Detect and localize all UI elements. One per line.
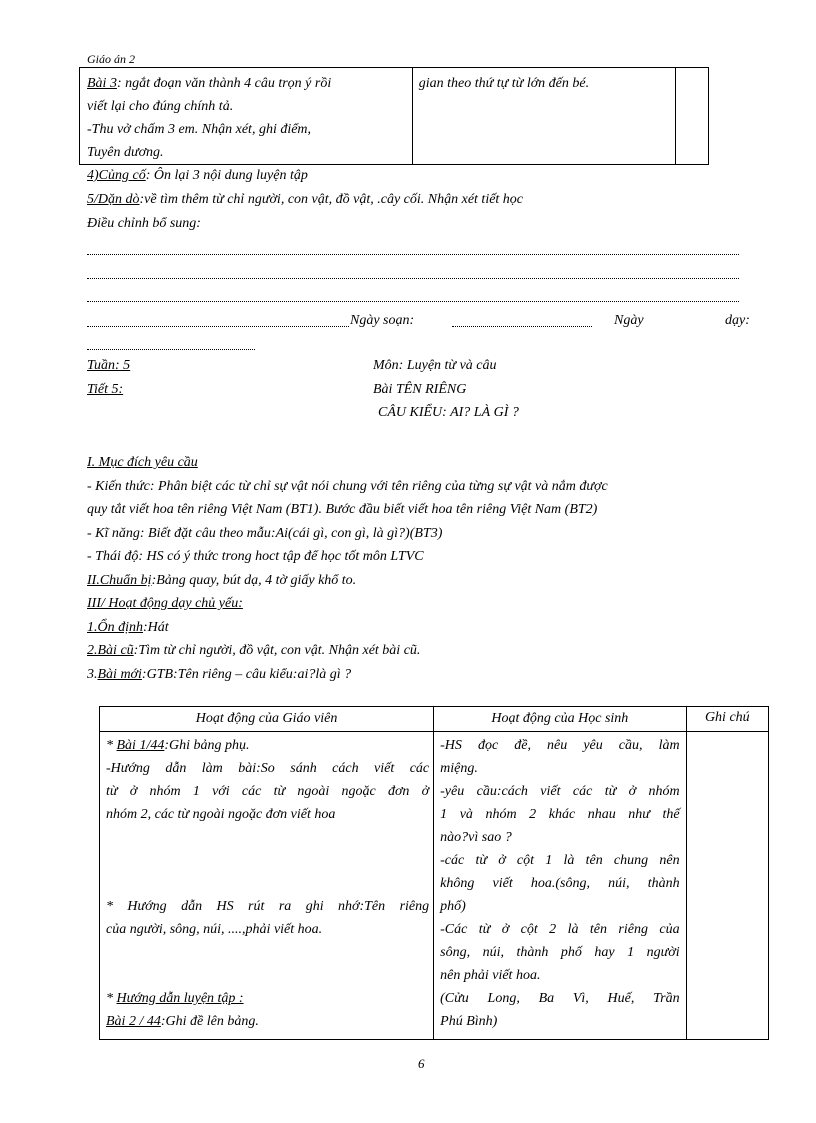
- teacher-line: của người, sông, núi, ....,phải viết hoa.: [106, 922, 323, 937]
- objectives: [87, 451, 761, 686]
- header-student: Hoạt động của Học sinh: [434, 707, 686, 732]
- top-table-col3: [675, 68, 708, 165]
- student-line: không viết hoa.(sông, núi, thành: [440, 876, 680, 891]
- teacher-line: * Hướng dẫn HS rút ra ghi nhớ:Tên riêng: [106, 899, 430, 914]
- page-number: 6: [418, 1056, 425, 1071]
- student-column: [434, 732, 686, 1040]
- dotted-line: [87, 277, 739, 279]
- cau-kieu: CÂU KIỂU: AI? LÀ GÌ ?: [378, 405, 519, 420]
- kien-thuc-line: - Kiến thức: Phân biệt các từ chỉ sự vật nói chung với tên riêng của từng sự vật và nắm được: [87, 478, 608, 494]
- student-line: -Các từ ở cột 2 là tên riêng của: [440, 922, 680, 937]
- activity-table: [99, 706, 769, 1040]
- top-table-col1: [80, 68, 413, 165]
- student-line: -các từ ở cột 1 là tên chung nên: [440, 853, 680, 868]
- bai-title: Bài TÊN RIÊNG: [373, 382, 467, 397]
- header-teacher: Hoạt động của Giáo viên: [100, 707, 434, 732]
- chuan-bi: II.Chuẩn bị:Bảng quay, bút dạ, 4 tờ giấy khổ to.: [87, 572, 357, 588]
- top-table: [79, 67, 709, 165]
- dotted-line: [452, 325, 592, 327]
- on-dinh: 1.Ổn định:Hát: [87, 619, 169, 635]
- bai-cu: 2.Bài cũ:Tìm từ chỉ người, đồ vật, con vật. Nhận xét bài cũ.: [87, 643, 421, 658]
- dotted-line: [87, 253, 739, 255]
- bai-moi: 3.Bài mới:GTB:Tên riêng – câu kiểu:ai?là gì ?: [87, 666, 352, 682]
- objectives-heading: I. Mục đích yêu cầu: [87, 455, 198, 470]
- tiet: Tiết 5:: [87, 382, 124, 397]
- dotted-line: [87, 325, 349, 327]
- ngay-day: Ngày: [614, 313, 644, 328]
- tuan: Tuần: 5: [87, 358, 131, 373]
- teacher-line: Bài 2 / 44:Ghi đề lên bảng.: [106, 1014, 259, 1029]
- cung-co: 4)Củng cố: Ôn lại 3 nội dung luyện tập: [87, 168, 308, 183]
- student-line: Phú Bình): [440, 1014, 498, 1029]
- header-note: Ghi chú: [686, 707, 768, 732]
- note-column: [686, 732, 768, 1040]
- student-line: -yêu cầu:cách viết các từ ở nhóm: [440, 784, 680, 799]
- top-table-line: -Thu vở chấm 3 em. Nhận xét, ghi điểm,: [87, 122, 312, 137]
- document-label: Giáo án 2: [87, 52, 135, 66]
- teacher-column: [100, 732, 434, 1040]
- thai-do: - Thái độ: HS có ý thức trong hoct tập để học tốt môn LTVC: [87, 549, 424, 564]
- dieu-chinh: Điều chỉnh bổ sung:: [87, 216, 201, 231]
- student-line: 1 và nhóm 2 khác nhau như thế: [440, 807, 680, 822]
- kien-thuc-line: quy tắt viết hoa tên riêng Việt Nam (BT1). Bước đầu biết viết hoa tên riêng Việt Nam (BT2): [87, 502, 598, 517]
- ngay-soan: Ngày soạn:: [350, 313, 415, 328]
- student-line: nào?vì sao ?: [440, 830, 512, 845]
- student-line: nên phải viết hoa.: [440, 968, 541, 983]
- teacher-line: nhóm 2, các từ ngoài ngoặc đơn viết hoa: [106, 807, 336, 822]
- student-line: phố): [440, 899, 466, 914]
- dan-do: 5/Dặn dò:về tìm thêm từ chỉ người, con vật, đồ vật, .cây cối. Nhận xét tiết học: [87, 192, 524, 207]
- student-line: (Cửu Long, Ba Vì, Huế, Trần: [440, 991, 680, 1006]
- mon: Môn: Luyện từ và câu: [373, 358, 497, 373]
- top-table-col2: gian theo thứ tự từ lớn đến bé.: [412, 68, 675, 165]
- teacher-line: -Hướng dẫn làm bài:So sánh cách viết các: [106, 761, 430, 776]
- top-table-line: Tuyên dương.: [87, 145, 164, 160]
- teacher-line: * Hướng dẫn luyện tập :: [106, 991, 244, 1006]
- teacher-line: từ ở nhóm 1 với các từ ngoài ngoặc đơn ở: [106, 784, 430, 799]
- student-line: -HS đọc đề, nêu yêu cầu, làm: [440, 738, 680, 753]
- dotted-line: [87, 348, 255, 350]
- day-label: dạy:: [725, 313, 750, 328]
- dotted-line: [87, 300, 739, 302]
- top-table-line: viết lại cho đúng chính tả.: [87, 99, 234, 114]
- teacher-line: * Bài 1/44:Ghi bảng phụ.: [106, 738, 250, 753]
- top-table-line: Bài 3: ngắt đoạn văn thành 4 câu trọn ý rồi: [87, 76, 332, 91]
- student-line: sông, núi, thành phố hay 1 người: [440, 945, 680, 960]
- student-line: miệng.: [440, 761, 478, 776]
- hoat-dong-heading: III/ Hoạt động dạy chủ yếu:: [87, 596, 243, 611]
- ki-nang: - Kĩ năng: Biết đặt câu theo mẫu:Ai(cái gì, con gì, là gì?)(BT3): [87, 525, 443, 541]
